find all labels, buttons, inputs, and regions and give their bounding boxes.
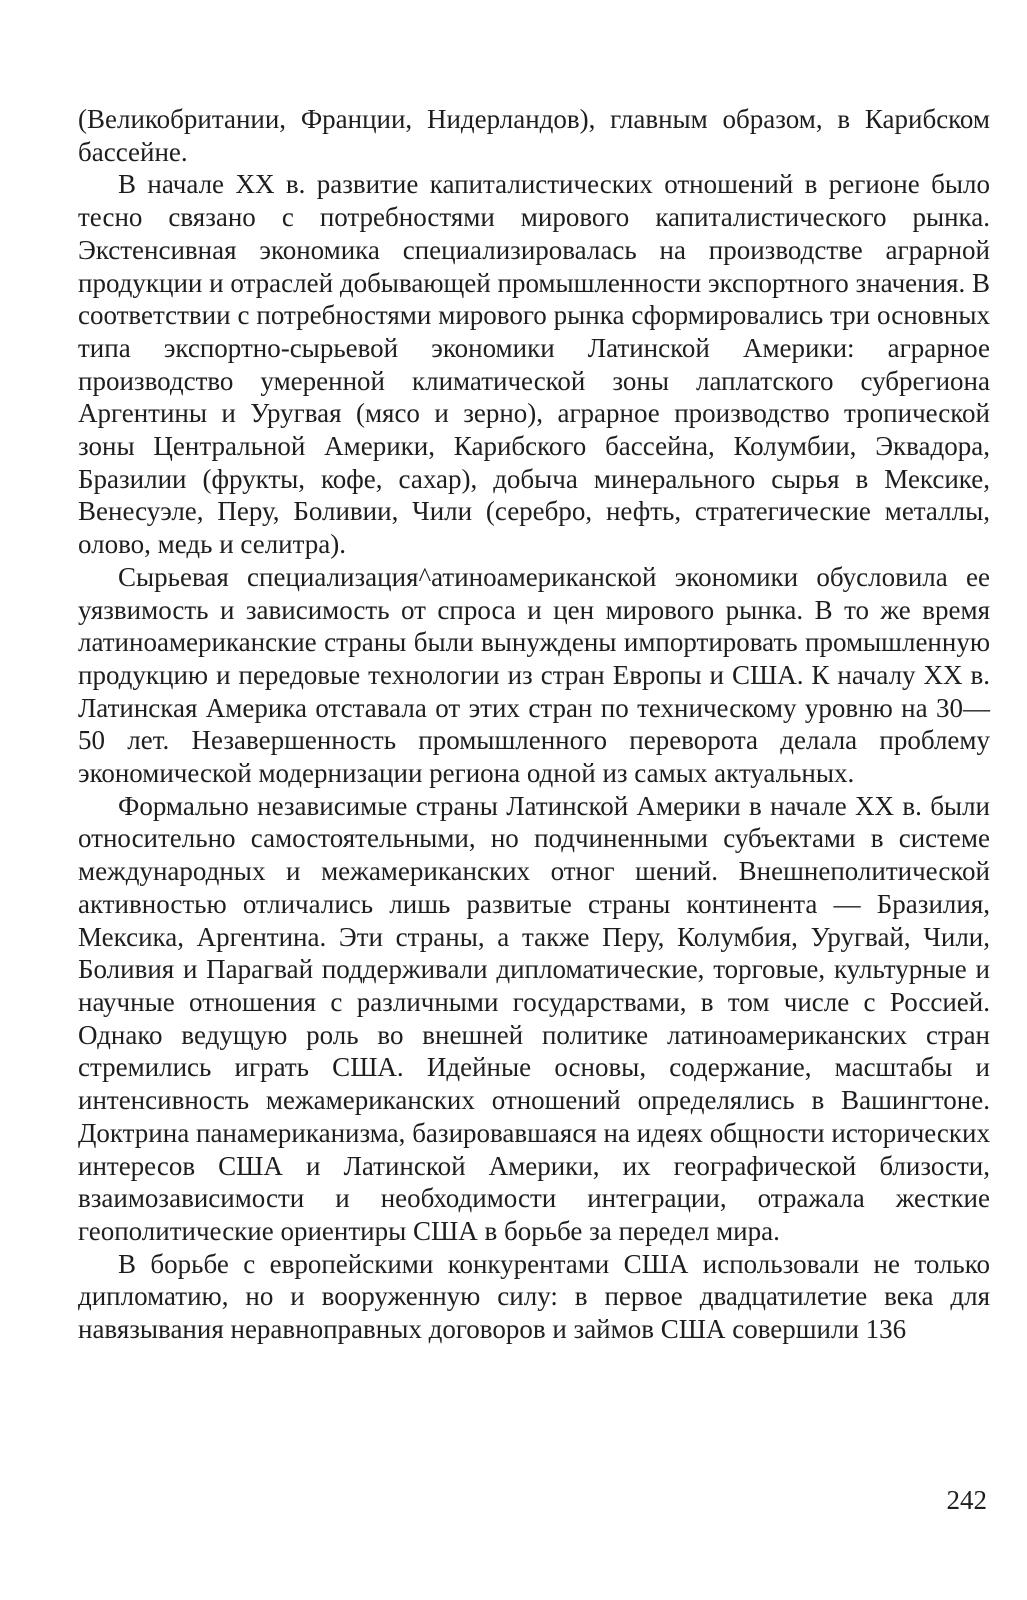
paragraph-1: (Великобритании, Франции, Нидерландов), главным образом, в Карибском бассейне. bbox=[78, 104, 990, 167]
paragraph-3: Сырьевая специализация^атиноамериканской экономики обусловила ее уязвимость и зависимость от спроса и цен мирового рынка. В то же время латиноамериканские страны были вынуждены импортировать промышленную продукцию и передовые технологии из стран Европы и США. К началу XX в. Латинская Америка отставала от этих стран по техническому уровню на 30—50 лет. Незавершенность промышленного переворота делала проблему экономической модернизации региона одной из самых актуальных. bbox=[78, 561, 990, 789]
paragraph-5: В борьбе с европейскими конкурентами США использовали не только дипломатию, но и вооруженную силу: в первое двадцатилетие века для навязывания неравноправных договоров и займов США совершили 136 bbox=[78, 1248, 990, 1345]
paragraph-2: В начале XX в. развитие капиталистических отношений в регионе было тесно связано с потребностями мирового капиталистического рынка. Экстенсивная экономика специализировалась на производстве аграрной продукции и отраслей добывающей промышленности экспортного значения. В соответствии с потребностями мирового рынка сформировались три основных типа экспортно-сырьевой экономики Латинской Америки: аграрное производство умеренной климатической зоны лаплатского субрегиона Аргентины и Уругвая (мясо и зерно), аграрное производство тропической зоны Центральной Америки, Карибского бассейна, Колумбии, Эквадора, Бразилии (фрукты, кофе, сахар), добыча минерального сырья в Мексике, Венесуэле, Перу, Боливии, Чили (серебро, нефть, стратегические металлы, олово, медь и селитра). bbox=[78, 169, 990, 560]
paragraph-4: Формально независимые страны Латинской Америки в начале XX в. были относительно самостоятельными, но подчиненными субъектами в системе международных и межамериканских отног шений. Внешнеполитической активностью отличались лишь развитые страны континента — Бразилия, Мексика, Аргентина. Эти страны, а также Перу, Колумбия, Уругвай, Чили, Боливия и Парагвай поддерживали дипломатические, торговые, культурные и научные отношения с различными государствами, в том числе с Россией. Однако ведущую роль во внешней политике латиноамериканских стран стремились играть США. Идейные основы, содержание, масштабы и интенсивность межамериканских отношений определялись в Вашингтоне. Доктрина панамериканизма, базировавшаяся на идеях общности исторических интересов США и Латинской Америки, их географической близости, взаимозависимости и необходимости интеграции, отражала жесткие геополитические ориентиры США в борьбе за передел мира. bbox=[78, 790, 990, 1246]
page-number: 242 bbox=[946, 1485, 987, 1515]
body-text bbox=[78, 103, 990, 1346]
